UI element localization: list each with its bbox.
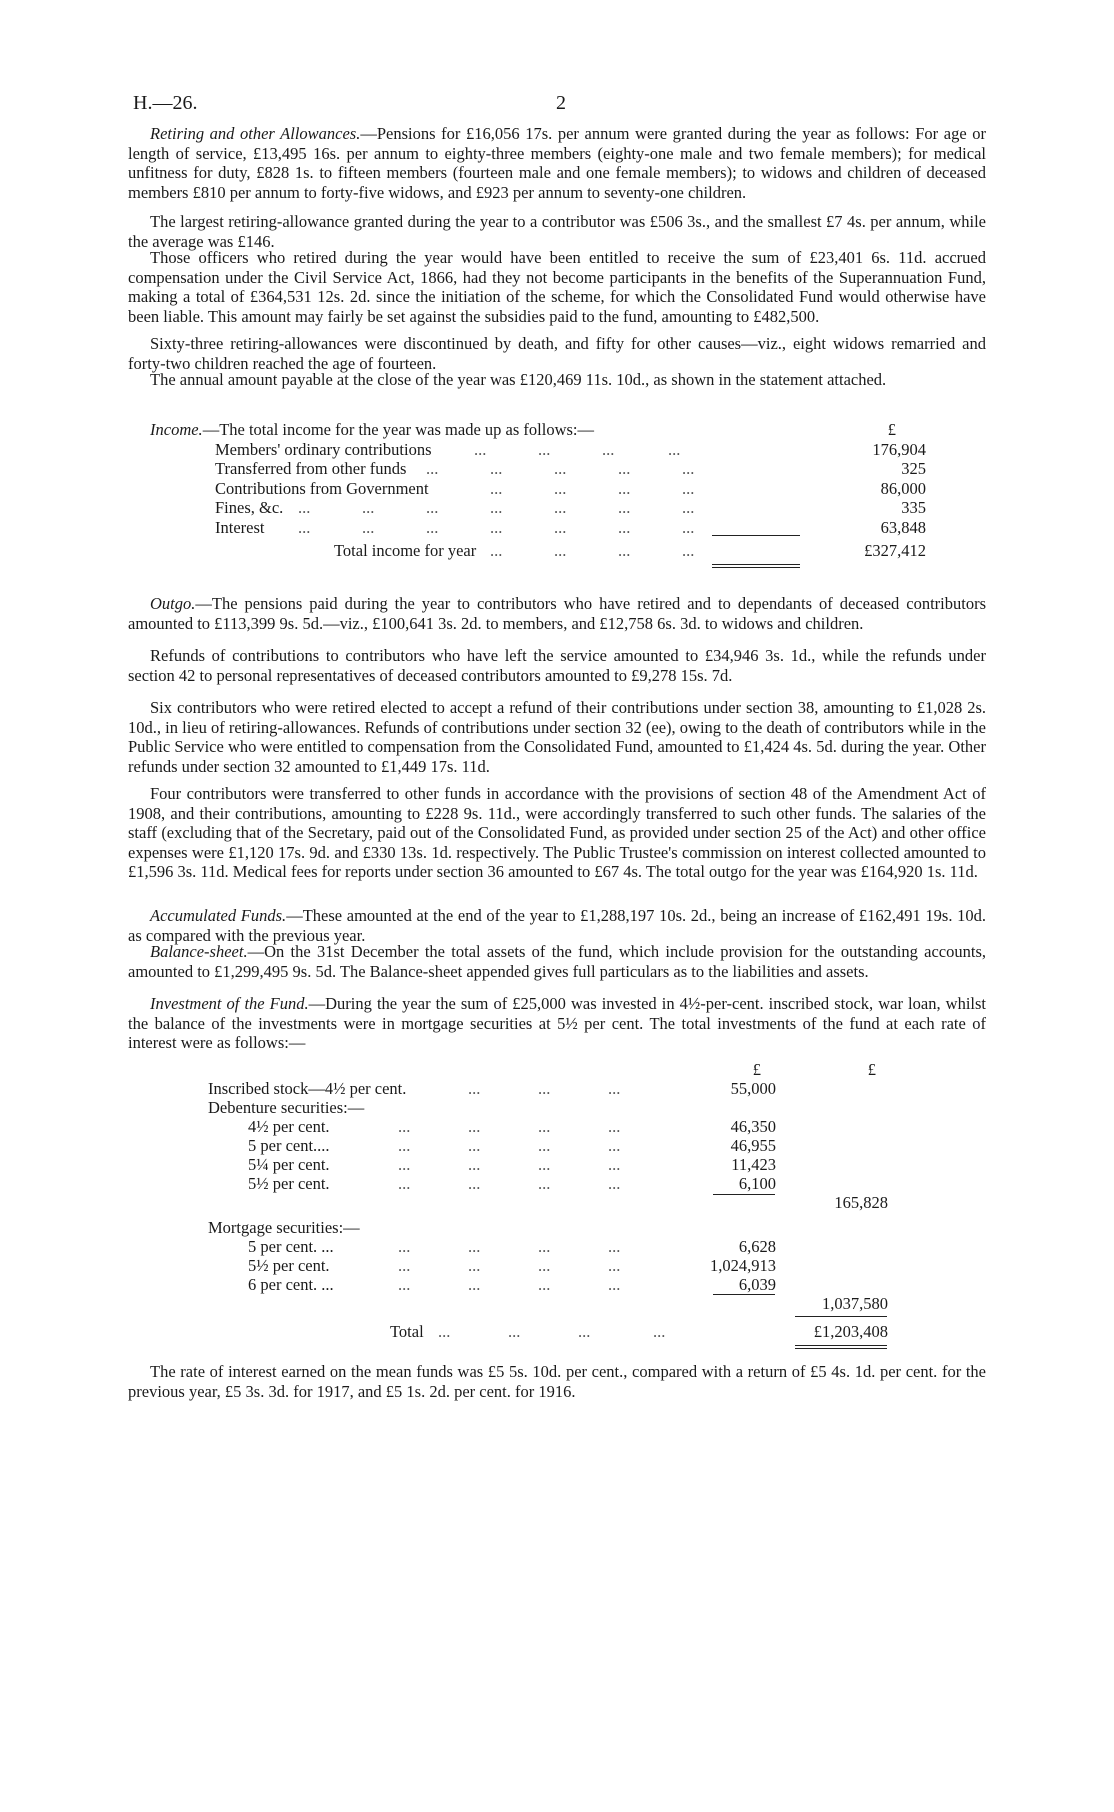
investment-label: 5 per cent.... [248,1136,330,1155]
investments-col1-currency: £ [752,1060,761,1079]
subtotal-rule [795,1316,887,1317]
paragraph-discontinued [128,334,986,373]
income-statement [128,420,986,537]
income-currency: £ [887,420,896,439]
subtotal-rule [712,535,800,536]
total-double-rule [712,564,800,568]
investment-row: 5½ per cent. ... ... ... ... 1,024,913 [248,1256,776,1275]
paragraph-text: Four contributors were transferred to other funds in accordance with the provisions of section 48 of the Amendment Act of 1908, and their contributions, amounting to £228 9s. 11d., were accordingly transferred to such other funds. The salaries of the staff (excluding that of the Secretary, paid out of the Consolidated Fund, as provided under section 25 of the Act) and other office expenses were £1,120 17s. 9d. and £330 13s. 1d. respectively. The Public Trustee's commission on interest collected amounted to £1,596 3s. 11d. Medical fees for reports under section 36 amounted to £67 4s. The total outgo for the year was £164,920 1s. 11d. [128,784,986,881]
paragraph-accrued-compensation [128,248,986,326]
income-label: Interest [215,517,265,537]
investment-amount: 46,350 [730,1117,776,1136]
income-amount: 63,848 [880,517,926,537]
investments-table: £ £ Inscribed stock—4½ per cent. ... ... ... 55,000 Debenture securities:— 4½ per cent. ... ... ... ... 46,350 5 per cent.... ... ... ... ... 46,955 5¼ per cent. ... ... ... ... 11,423 5½ per cent. ... ... ... ... 6,100 165,828 Mortgage securities:— 5 per cent. ... ... ... ... ... 6,628 5½ per cent. ... ... ... ... 1,024,913 6 per cent. ... ... ... ... ... 6,039 1,037,580 Total ... ... ... ... £1,203,408 [128,1060,986,1340]
income-row: Fines, &c. ... ... ... ... ... ... ... 335 [215,498,926,517]
investment-amount: 6,628 [738,1237,776,1256]
paragraph-text: Sixty-three retiring-allowances were discontinued by death, and fifty for other causes—viz., eight widows remarried and forty-two children reached the age of fourteen. [128,334,986,373]
paragraph-heading: Accumulated Funds. [150,906,287,925]
investment-amount: 46,955 [730,1136,776,1155]
mortgage-subtotal: 1,037,580 [822,1294,888,1313]
paragraph-closing: The rate of interest earned on the mean funds was £5 5s. 10d. per cent., compared with a return of £5 4s. 1d. per cent. for the previous year, £5 3s. 3d. for 1917, and £5 1s. 2d. per cent. for 1916. [128,1362,986,1401]
income-total: Total income for year ... ... ... ... £327,412 [334,541,926,560]
investment-row: Inscribed stock—4½ per cent. ... ... ... 55,000 [208,1079,776,1098]
paragraph-heading: Investment of the Fund. [150,994,309,1013]
paragraph-refunds [128,646,986,685]
investment-amount: 6,039 [738,1275,776,1294]
income-total-amount: £327,412 [864,541,926,560]
paragraph-largest-allowance [128,212,986,251]
investment-row: 5½ per cent. ... ... ... ... 6,100 [248,1174,776,1193]
investment-row: 4½ per cent. ... ... ... ... 46,350 [248,1117,776,1136]
investment-row: 5¼ per cent. ... ... ... ... 11,423 [248,1155,776,1174]
investment-amount: 11,423 [731,1155,776,1174]
paragraph-heading: Outgo. [150,594,196,613]
paragraph-text: The largest retiring-allowance granted during the year to a contributor was £506 3s., and the smallest £7 4s. per annum, while the average was £146. [128,212,986,251]
investment-label: 5½ per cent. [248,1174,330,1193]
paragraph-heading: Balance-sheet. [150,942,248,961]
income-label: Contributions from Government [215,478,429,498]
investment-row: 5 per cent.... ... ... ... ... 46,955 [248,1136,776,1155]
investment-amount: 6,100 [738,1174,776,1193]
paragraph-balance-sheet [128,942,986,981]
paragraph-investment [128,994,986,1053]
paragraph-accumulated-funds [128,906,986,945]
income-amount: 86,000 [880,478,926,498]
paragraph-six-contributors [128,698,986,776]
income-intro: —The total income for the year was made up as follows:— [202,420,594,439]
income-label: Transferred from other funds [215,459,407,478]
income-row: Contributions from Government ... ... ... ... 86,000 [215,478,926,498]
total-double-rule [795,1345,887,1349]
paragraph-four-contributors [128,784,986,882]
income-label: Fines, &c. [215,498,284,517]
paragraph-text: —Pensions for £16,056 17s. per annum were granted during the year as follows: For age or length of service, £13,495 16s. per annum to eighty-three members (eighty-one male and two female members); for medical unfitness for duty, £828 1s. to fifteen members (fourteen male and one female members); to widows and children of deceased members £810 per annum to forty-five widows, and £923 per annum to seventy-one children. [128,124,986,202]
investment-label: 6 per cent. ... [248,1275,334,1294]
paragraph-text: Refunds of contributions to contributors who have left the service amounted to £34,946 3s. 1d., while the refunds under section 42 to personal representatives of deceased contributors amounted to £9,278 15s. 7d. [128,646,986,685]
income-amount: 176,904 [872,439,926,459]
investments-total-amount: £1,203,408 [813,1322,888,1341]
paragraph-text: —The pensions paid during the year to contributors who have retired and to dependants of deceased contributors amounted to £113,399 9s. 5d.—viz., £100,641 3s. 2d. to members, and £12,758 6s. 3d. to widows and children. [128,594,986,633]
investments-total-label: Total [390,1322,424,1341]
income-total-label: Total income for year [334,541,477,560]
paragraph-text: The annual amount payable at the close of the year was £120,469 11s. 10d., as shown in the statement attached. [150,370,887,389]
debenture-subtotal: 165,828 [834,1193,888,1212]
income-heading: Income. [150,420,203,439]
paragraph-heading: Retiring and other Allowances. [150,124,361,143]
paragraph-text: —On the 31st December the total assets of the fund, which include provision for the outstanding accounts, amounted to £1,299,495 9s. 5d. The Balance-sheet appended gives full particulars as to the liabilities and assets. [128,942,986,981]
mortgage-heading: Mortgage securities:— [208,1218,360,1237]
paragraph-text: Those officers who retired during the year would have been entitled to receive the sum of £23,401 6s. 11d. accrued compensation under the Civil Service Act, 1866, had they not become participants in the benefits of the Superannuation Fund, making a total of £364,531 12s. 2d. since the initiation of the scheme, for which the Consolidated Fund would otherwise have been liable. This amount may fairly be set against the subsidies paid to the fund, amounting to £482,500. [128,248,986,326]
paragraph-text: Six contributors who were retired elected to accept a refund of their contributions under section 38, amounting to £1,028 2s. 10d., in lieu of retiring-allowances. Refunds of contributions under section 32 (ee), owing to the death of contributors while in the Public Service who were entitled to compensation from the Consolidated Fund, amounted to £1,424 4s. 5d. during the year. Other refunds under section 32 amounted to £1,449 17s. 11d. [128,698,986,776]
investment-label: 4½ per cent. [248,1117,330,1136]
paragraph-outgo [128,594,986,633]
debenture-heading: Debenture securities:— [208,1098,365,1117]
investment-amount: 1,024,913 [710,1256,776,1275]
investment-label: Inscribed stock—4½ per cent. [208,1079,407,1098]
investment-label: 5½ per cent. [248,1256,330,1275]
investment-row: 5 per cent. ... ... ... ... ... 6,628 [248,1237,776,1256]
income-row: Members' ordinary contributions ... ... ... ... 176,904 [215,439,926,459]
paragraph-text: —These amounted at the end of the year to £1,288,197 10s. 2d., being an increase of £162,491 19s. 10d. as compared with the previous year. [128,906,987,945]
investment-amount: 55,000 [730,1079,776,1098]
investments-col2-currency: £ [867,1060,876,1079]
income-row: Transferred from other funds ... ... ... ... ... 325 [215,459,926,478]
page-number: 2 [556,92,566,114]
income-row: Interest ... ... ... ... ... ... ... 63,848 [215,517,926,537]
income-amount: 335 [901,498,926,517]
paragraph-text: —During the year the sum of £25,000 was invested in 4½-per-cent. inscribed stock, war loan, whilst the balance of the investments were in mortgage securities at 5½ per cent. The total investments of the fund at each rate of interest were as follows:— [128,994,987,1052]
paragraph-retiring-allowances [128,124,986,202]
income-amount: 325 [901,459,926,478]
paragraph-annual-amount [128,370,986,390]
investment-row: 6 per cent. ... ... ... ... ... 6,039 [248,1275,776,1294]
income-label: Members' ordinary contributions [215,439,432,459]
investment-label: 5¼ per cent. [248,1155,330,1174]
investment-label: 5 per cent. ... [248,1237,334,1256]
document-reference: H.—26. [133,92,198,114]
